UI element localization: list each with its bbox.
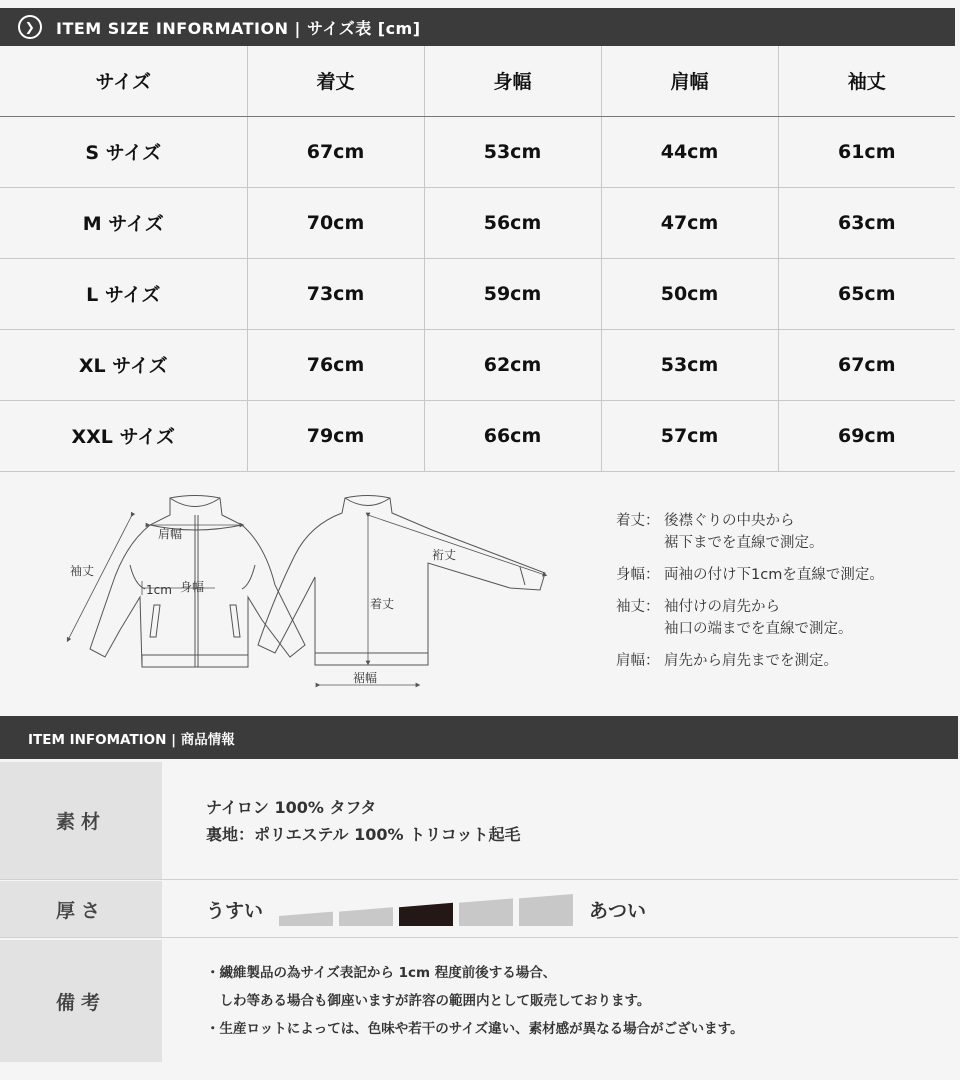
- thickness-level: [279, 912, 333, 926]
- header-size: サイズ: [0, 46, 247, 116]
- chevron-right-circle-icon: ❯: [18, 15, 42, 39]
- material-label: 素材: [0, 762, 162, 879]
- remarks-label: 備考: [0, 940, 162, 1062]
- remark-line: ・生産ロットによっては、色味や若干のサイズ違い、素材感が異なる場合がございます。: [206, 1021, 744, 1037]
- note-desc: 両袖の付け下1cmを直線で測定。: [664, 567, 884, 583]
- table-cell: 56cm: [424, 187, 601, 258]
- size-section-title: ITEM SIZE INFORMATION | サイズ表 [cm]: [56, 18, 421, 38]
- remark-line: しわ等ある場合も御座いますが許容の範囲内として販売しております。: [206, 993, 651, 1009]
- note-length: [616, 510, 956, 554]
- remark-line: ・繊維製品の為サイズ表記から 1cm 程度前後する場合、: [206, 965, 557, 981]
- material-line: 裏地：ポリエステル 100% トリコット起毛: [206, 824, 521, 844]
- header-length: 着丈: [247, 46, 424, 116]
- material-line: ナイロン 100% タフタ: [206, 797, 377, 817]
- table-cell: XXL サイズ: [0, 400, 247, 471]
- table-cell: 73cm: [247, 258, 424, 329]
- header-sleeve: 袖丈: [778, 46, 955, 116]
- thickness-level: [339, 907, 393, 926]
- thickness-row: [0, 881, 958, 938]
- diagram-label-shoulder: 肩幅: [158, 527, 183, 541]
- table-cell: 76cm: [247, 329, 424, 400]
- thickness-content: [162, 881, 958, 937]
- table-cell: 63cm: [778, 187, 955, 258]
- table-cell: 67cm: [778, 329, 955, 400]
- table-cell: 65cm: [778, 258, 955, 329]
- note-sleeve: [616, 596, 956, 640]
- garment-diagram: [50, 485, 570, 695]
- thickness-label: 厚さ: [0, 881, 162, 937]
- table-cell: XL サイズ: [0, 329, 247, 400]
- diagram-label-raglan: 裄丈: [432, 548, 457, 562]
- remarks-row: [0, 940, 958, 1062]
- size-section-header: [0, 8, 955, 46]
- thickness-level-selected: [399, 903, 453, 926]
- header-shoulder: 肩幅: [601, 46, 778, 116]
- thickness-level: [459, 898, 513, 926]
- thickness-thin-label: うすい: [206, 899, 264, 922]
- table-cell: 47cm: [601, 187, 778, 258]
- table-row: [0, 329, 955, 400]
- diagram-label-length: 着丈: [370, 597, 395, 611]
- table-cell: L サイズ: [0, 258, 247, 329]
- table-cell: 53cm: [424, 116, 601, 187]
- table-cell: 62cm: [424, 329, 601, 400]
- note-desc: 後襟ぐりの中央から 裾下までを直線で測定。: [664, 513, 824, 551]
- note-term: 肩幅：: [616, 653, 660, 669]
- table-cell: 50cm: [601, 258, 778, 329]
- table-cell: S サイズ: [0, 116, 247, 187]
- table-row: [0, 400, 955, 471]
- thickness-thick-label: あつい: [589, 899, 647, 922]
- table-row: [0, 116, 955, 187]
- table-cell: 57cm: [601, 400, 778, 471]
- remarks-content: [162, 940, 958, 1062]
- note-shoulder: [616, 650, 956, 672]
- thickness-scale: [279, 892, 573, 926]
- diagram-label-body-width: 身幅: [180, 580, 205, 594]
- size-table: [0, 46, 955, 472]
- note-term: 身幅：: [616, 567, 660, 583]
- table-cell: 66cm: [424, 400, 601, 471]
- table-cell: 67cm: [247, 116, 424, 187]
- table-row: [0, 258, 955, 329]
- note-term: 着丈：: [616, 513, 660, 529]
- note-body-width: [616, 564, 956, 586]
- table-row: [0, 187, 955, 258]
- table-cell: 61cm: [778, 116, 955, 187]
- material-content: [162, 762, 958, 879]
- diagram-label-sleeve: 袖丈: [70, 564, 95, 578]
- note-desc: 袖付けの肩先から 袖口の端までを直線で測定。: [664, 599, 853, 637]
- thickness-level: [519, 894, 573, 926]
- size-table-header-row: [0, 46, 955, 116]
- table-cell: 53cm: [601, 329, 778, 400]
- note-term: 袖丈：: [616, 599, 660, 615]
- table-cell: M サイズ: [0, 187, 247, 258]
- table-cell: 69cm: [778, 400, 955, 471]
- table-cell: 70cm: [247, 187, 424, 258]
- item-info-header: [0, 716, 958, 759]
- table-cell: 44cm: [601, 116, 778, 187]
- material-row: [0, 762, 958, 880]
- table-cell: 79cm: [247, 400, 424, 471]
- item-info-title: ITEM INFOMATION | 商品情報: [28, 731, 235, 748]
- table-cell: 59cm: [424, 258, 601, 329]
- measurement-notes: [616, 510, 956, 682]
- diagram-label-1cm: 1cm: [146, 583, 172, 597]
- jacket-illustration: [50, 485, 570, 695]
- diagram-label-hem: 裾幅: [353, 671, 378, 685]
- header-body-width: 身幅: [424, 46, 601, 116]
- note-desc: 肩先から肩先までを測定。: [664, 653, 838, 669]
